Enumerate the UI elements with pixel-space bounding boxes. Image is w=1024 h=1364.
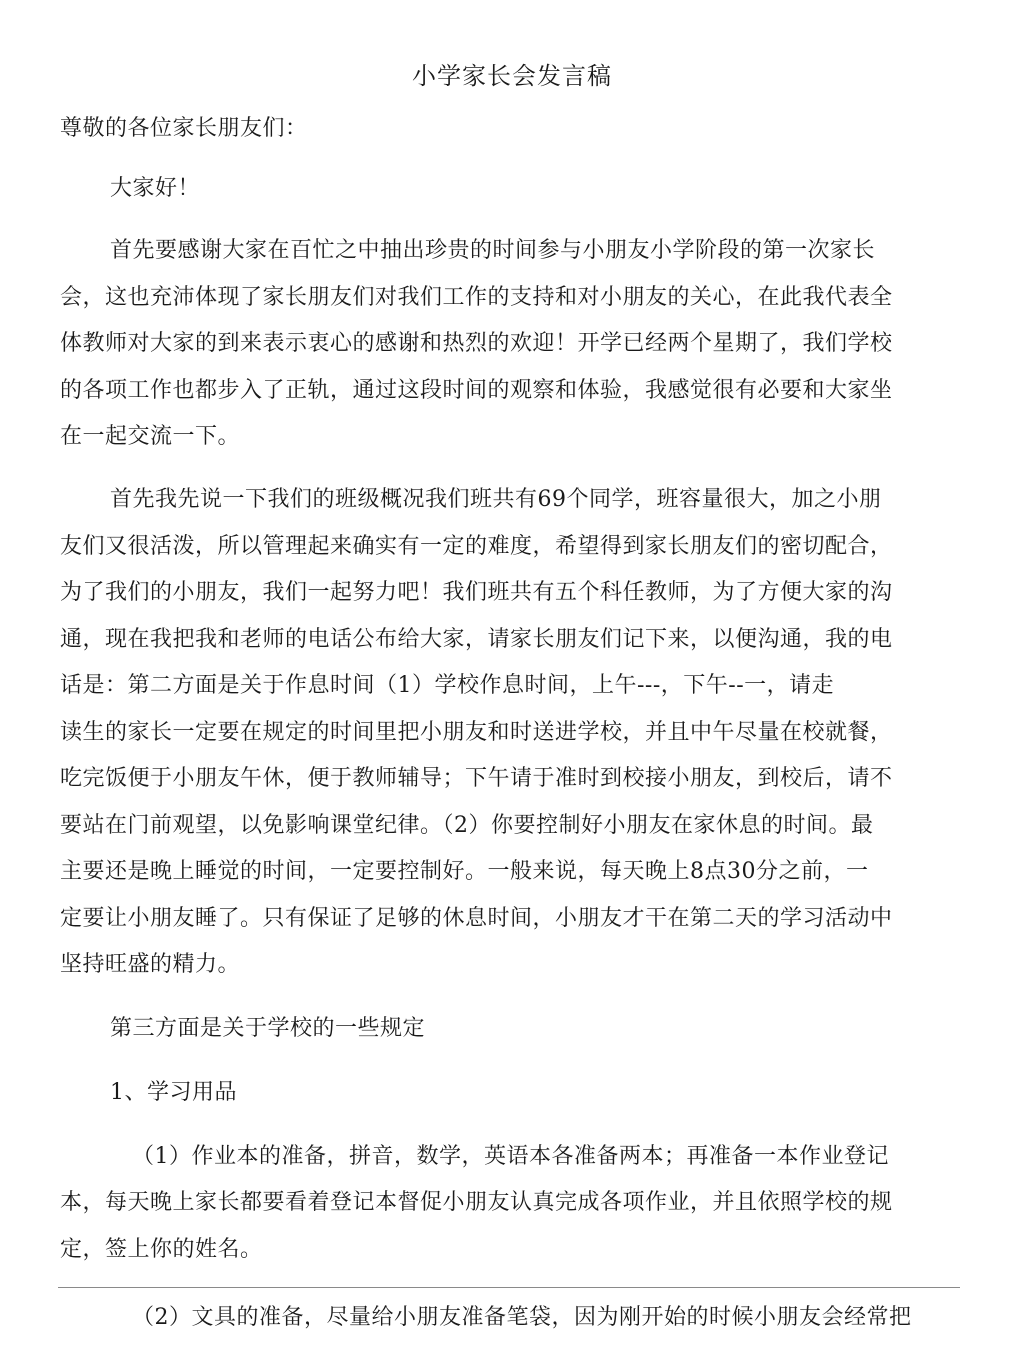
paragraph-line: 在一起交流一下。: [60, 424, 241, 449]
paragraph-line: 坚持旺盛的精力。: [60, 952, 241, 977]
paragraph-line: 定要让小朋友睡了。只有保证了足够的休息时间，小朋友才干在第二天的学习活动中: [60, 906, 893, 931]
paragraph-line: （1）作业本的准备，拼音，数学，英语本各准备两本；再准备一本作业登记: [132, 1144, 889, 1169]
paragraph-line: 的各项工作也都步入了正轨，通过这段时间的观察和体验，我感觉很有必要和大家坐: [60, 378, 893, 403]
paragraph-line: 读生的家长一定要在规定的时间里把小朋友和时送进学校，并且中午尽量在校就餐，: [60, 720, 893, 745]
paragraph-line: 体教师对大家的到来表示衷心的感谢和热烈的欢迎！开学已经两个星期了，我们学校: [60, 331, 893, 356]
salutation: 尊敬的各位家长朋友们：: [60, 116, 308, 141]
page-divider: [58, 1287, 960, 1288]
paragraph-line: 要站在门前观望，以免影响课堂纪律。（2）你要控制好小朋友在家休息的时间。最: [60, 813, 874, 838]
paragraph-line: 首先我先说一下我们的班级概况我们班共有69个同学，班容量很大，加之小朋: [110, 487, 882, 512]
paragraph-line: 定，签上你的姓名。: [60, 1237, 263, 1262]
paragraph-line: 吃完饭便于小朋友午休，便于教师辅导；下午请于准时到校接小朋友，到校后，请不: [60, 766, 893, 791]
document-title: 小学家长会发言稿: [412, 62, 612, 90]
paragraph-line: 话是：第二方面是关于作息时间（1）学校作息时间，上午---，下午--一，请走: [60, 673, 835, 698]
paragraph-line: 首先要感谢大家在百忙之中抽出珍贵的时间参与小朋友小学阶段的第一次家长: [110, 238, 876, 263]
paragraph-line: 通，现在我把我和老师的电话公布给大家，请家长朋友们记下来，以便沟通，我的电: [60, 627, 893, 652]
paragraph-line: 会，这也充沛体现了家长朋友们对我们工作的支持和对小朋友的关心，在此我代表全: [60, 285, 893, 310]
section-heading: 第三方面是关于学校的一些规定: [110, 1016, 426, 1041]
paragraph-line: 友们又很活泼，所以管理起来确实有一定的难度，希望得到家长朋友们的密切配合，: [60, 534, 893, 559]
greeting: 大家好！: [110, 176, 201, 201]
paragraph-line: 本，每天晚上家长都要看着登记本督促小朋友认真完成各项作业，并且依照学校的规: [60, 1190, 893, 1215]
paragraph-line: （2）文具的准备，尽量给小朋友准备笔袋，因为刚开始的时候小朋友会经常把: [132, 1305, 912, 1330]
subsection-heading: 1、学习用品: [110, 1080, 237, 1105]
paragraph-line: 为了我们的小朋友，我们一起努力吧！我们班共有五个科任教师，为了方便大家的沟: [60, 580, 893, 605]
paragraph-line: 主要还是晚上睡觉的时间，一定要控制好。一般来说，每天晚上8点30分之前，一: [60, 859, 869, 884]
